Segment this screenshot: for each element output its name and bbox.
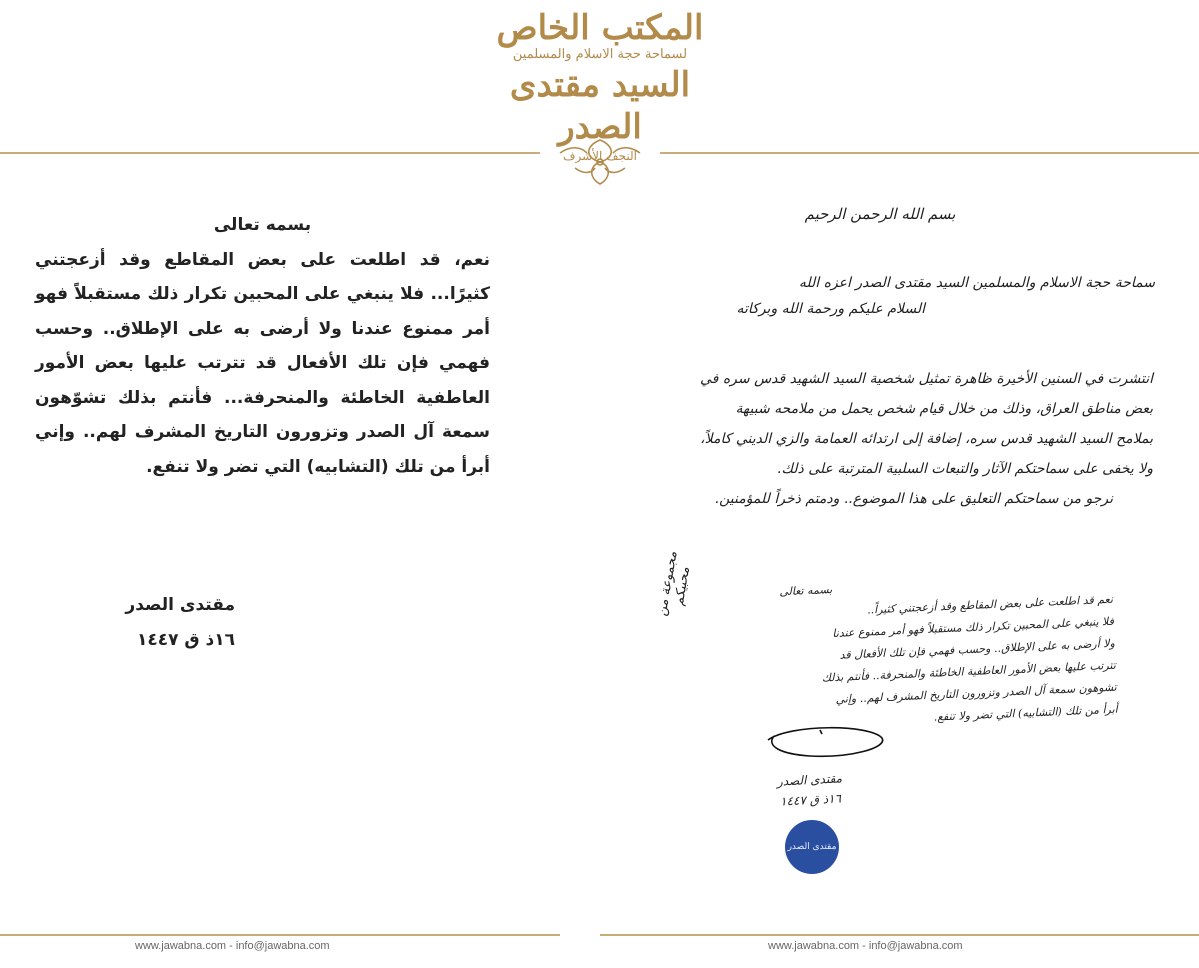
header-divider-right	[660, 152, 1199, 154]
letterhead	[0, 0, 1199, 190]
footer-divider-left	[0, 934, 560, 936]
footer-contact-left: www.jawabna.com - info@jawabna.com	[135, 940, 330, 952]
letter-line: بعض مناطق العراق، وذلك من خلال قيام شخص يحمل من ملامحه شبيهة	[735, 401, 1153, 417]
handwritten-reply-line: نعم قد اطلعت على بعض المقاطع وقد أزعجتني كثيراً..	[866, 592, 1114, 617]
letter-line: نرجو من سماحتكم التعليق على هذا الموضوع.. ودمتم ذخراً للمؤمنين.	[714, 491, 1113, 507]
handwritten-signature-date: ١٦ذ ق ١٤٤٧	[779, 791, 842, 809]
handwritten-reply	[732, 567, 1118, 737]
reply-title: بسمه تعالى	[213, 215, 312, 235]
footer-divider-right	[600, 934, 1199, 936]
letter-line: انتشرت في السنين الأخيرة ظاهرة تمثيل شخصية السيد الشهيد قدس سره في	[700, 371, 1153, 387]
letter-sender: مجموعة من محبيكم	[654, 550, 694, 618]
logo-subtitle: لسماحة حجة الاسلام والمسلمين	[512, 47, 688, 62]
handwritten-reply-line: ولا أرضى به على الإطلاق.. وحسب فهمي فإن تلك الأفعال قد	[839, 636, 1116, 662]
seal-text: مقتدى الصدر	[787, 842, 837, 852]
handwritten-reply-line: تشوهون سمعة آل الصدر وتزورون التاريخ المشرف لهم.. وإني	[835, 680, 1118, 706]
handwritten-signature	[759, 767, 861, 812]
logo-title: المكتب الخاص	[496, 8, 704, 48]
letter-body	[568, 364, 1153, 514]
footer-contact-right: www.jawabna.com - info@jawabna.com	[768, 940, 963, 952]
reply-paragraph: نعم، قد اطلعت على بعض المقاطع وقد أزعجتني كثيرًا... فلا ينبغي على المحبين تكرار ذلك مستقبلاً فهو أمر ممنوع عندنا ولا أرضى به على الإطلاق.. وحسب فهمي فإن تلك الأفعال قد تترتب عليها بعض الأمور العاطفية الخاطئة والمنحرفة... فأنتم بذلك تشوّهون سمعة آل الصدر وتزورون التاريخ المشرف لهم.. وإني أبرأ من تلك (التشابيه) التي تضر ولا تنفع.	[35, 249, 490, 477]
handwritten-reply-line: فلا ينبغي على المحبين تكرار ذلك مستقبلاً فهو أمر ممنوع عندنا	[832, 614, 1115, 641]
typed-reply	[35, 208, 490, 650]
header-divider-left	[0, 152, 540, 154]
letter-address-block	[620, 270, 1155, 322]
letter-address: سماحة حجة الاسلام والمسلمين السيد مقتدى الصدر اعزه الله	[798, 275, 1155, 291]
letter-greeting: السلام عليكم ورحمة الله وبركاته	[736, 301, 925, 317]
signature-name: مقتدى الصدر	[125, 595, 235, 615]
handwritten-signature-name: مقتدى الصدر	[776, 771, 843, 789]
letter-line: بملامح السيد الشهيد قدس سره، إضافة إلى ارتدائه العمامة والزي الديني كاملاً،	[700, 431, 1153, 447]
handwritten-reply-line: أبرأ من تلك (التشابيه) التي تضر ولا تنفع.	[933, 702, 1118, 724]
logo-city: النجف الأشرف	[563, 149, 637, 163]
handwritten-reply-title: بسمه تعالى	[779, 582, 833, 599]
blue-seal-stamp	[785, 820, 839, 874]
logo-name: السيد مقتدى الصدر	[509, 65, 691, 147]
signature-date: ١٦ذ ق ١٤٤٧	[136, 629, 235, 650]
ornament-icon	[555, 136, 645, 188]
letter-line: ولا يخفى على سماحتكم الآثار والتبعات السلبية المترتبة على ذلك.	[777, 461, 1153, 477]
signature-scribble-icon	[760, 720, 890, 768]
reply-signature	[115, 588, 235, 657]
footer	[0, 920, 1199, 968]
letter-basmala: بسم الله الرحمن الرحيم	[804, 205, 956, 223]
handwritten-reply-line: تترتب عليها بعض الأمور العاطفية الخاطئة والمنحرفة.. فأنتم بذلك	[821, 658, 1117, 685]
